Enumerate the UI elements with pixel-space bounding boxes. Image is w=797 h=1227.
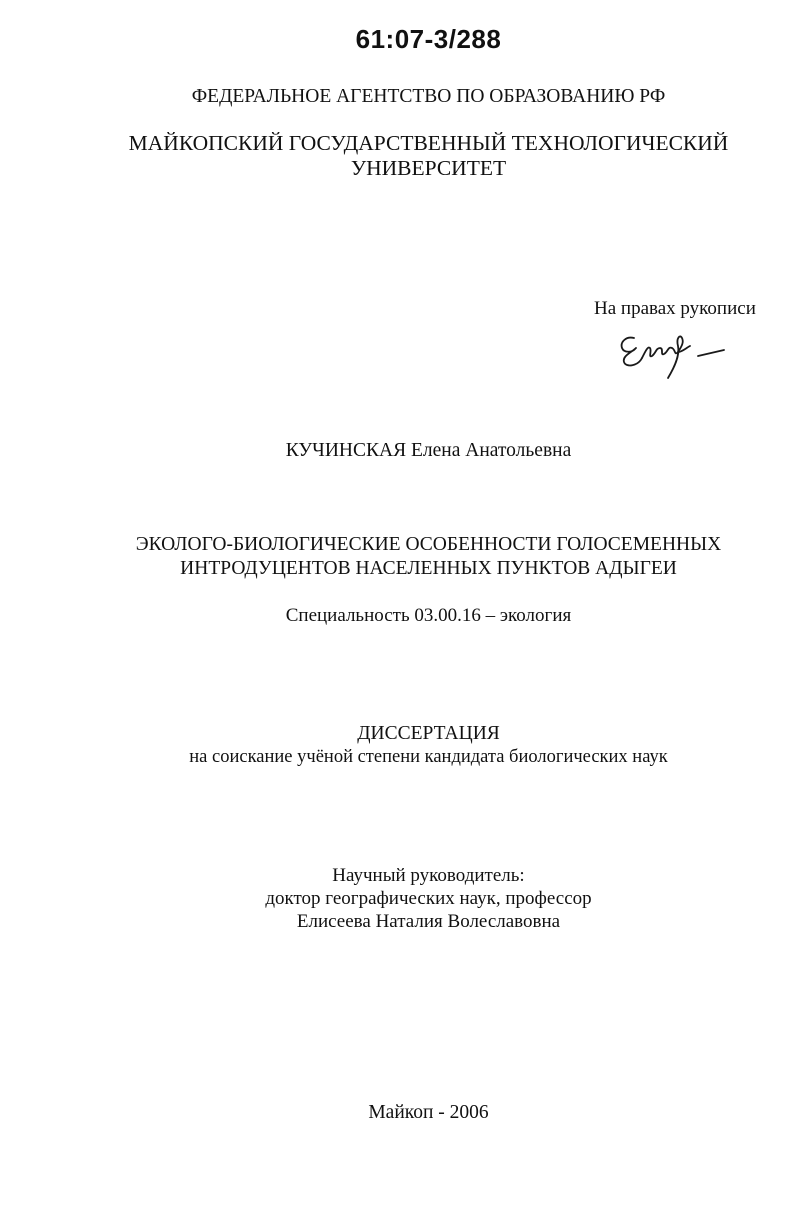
university-name-line-1: МАЙКОПСКИЙ ГОСУДАРСТВЕННЫЙ ТЕХНОЛОГИЧЕСКИЙ bbox=[128, 131, 729, 155]
signature-icon bbox=[612, 326, 732, 384]
dissertation-title-line-1: ЭКОЛОГО-БИОЛОГИЧЕСКИЕ ОСОБЕННОСТИ ГОЛОСЕМЕННЫХ bbox=[135, 534, 722, 555]
supervisor-label: Научный руководитель: bbox=[332, 865, 525, 886]
supervisor-rank: доктор географических наук, профессор bbox=[265, 888, 592, 909]
dissertation-title-line-2: ИНТРОДУЦЕНТОВ НАСЕЛЕННЫХ ПУНКТОВ АДЫГЕИ bbox=[180, 558, 677, 579]
catalog-number: 61:07-3/288 bbox=[355, 24, 502, 54]
author-name: КУЧИНСКАЯ Елена Анатольевна bbox=[285, 440, 572, 461]
agency-name: ФЕДЕРАЛЬНОЕ АГЕНТСТВО ПО ОБРАЗОВАНИЮ РФ bbox=[191, 86, 666, 107]
university-name-line-2: УНИВЕРСИТЕТ bbox=[350, 156, 507, 180]
degree-statement: на соискание учёной степени кандидата биологических наук bbox=[189, 747, 668, 767]
city-year: Майкоп - 2006 bbox=[368, 1102, 489, 1123]
specialty: Специальность 03.00.16 – экология bbox=[285, 605, 572, 626]
dissertation-heading: ДИССЕРТАЦИЯ bbox=[357, 723, 500, 744]
supervisor-name: Елисеева Наталия Волеславовна bbox=[296, 911, 561, 932]
manuscript-rights-note: На правах рукописи bbox=[594, 298, 756, 319]
